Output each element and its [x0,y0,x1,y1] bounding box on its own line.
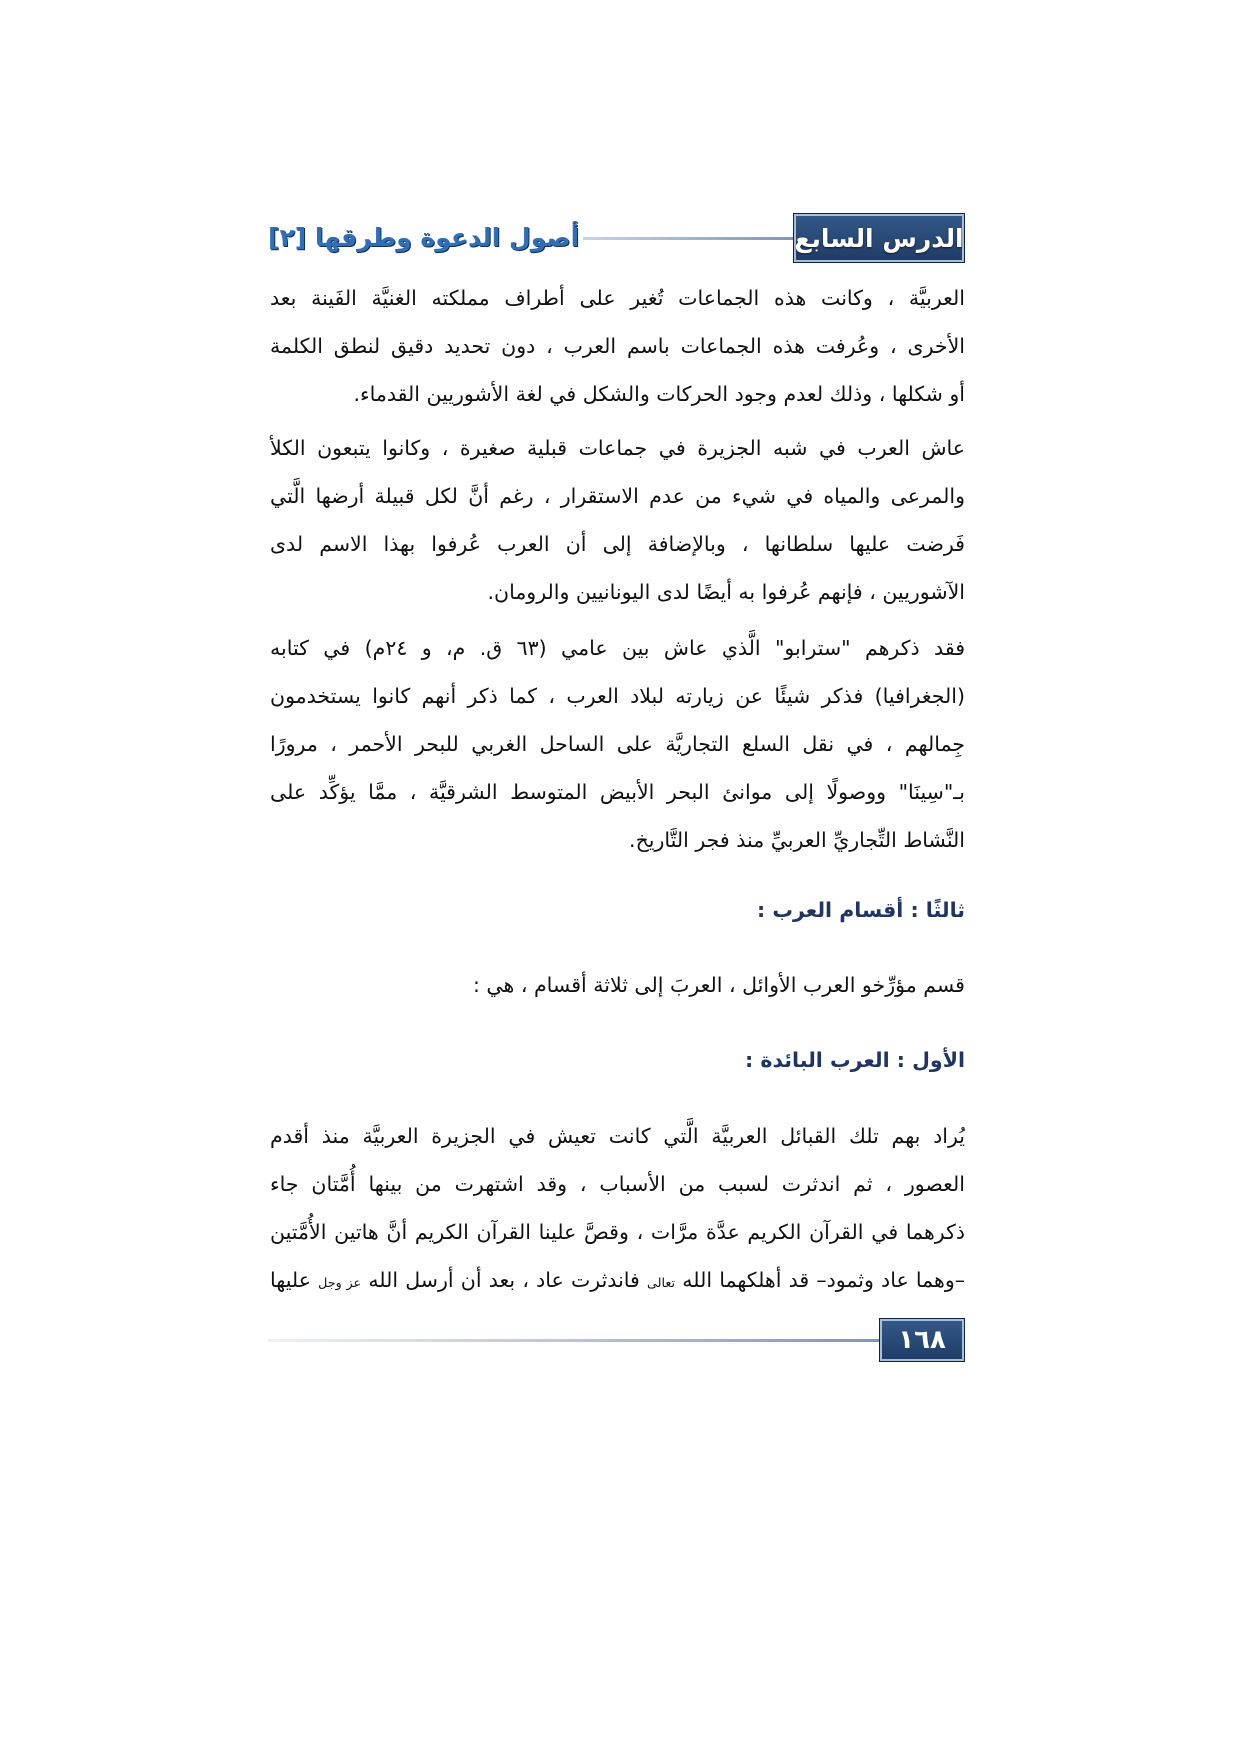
line-text: الأخرى ، وعُرفت هذه الجماعات باسم العرب ، دون تحديد دقيق لنطق الكلمة [270,334,965,358]
paragraph-line [270,816,965,864]
lesson-label: الدرس السابع [794,223,964,253]
line-text: يُراد بهم تلك القبائل العربيَّة الَّتي كانت تعيش في الجزيرة العربيَّة منذ أقدم [270,1124,965,1148]
footer-rule [268,1339,879,1342]
line-text: فقد ذكرهم "سترابو" الَّذي عاش بين عامي (٦٣ ق. م، و ٢٤م) في كتابه [270,636,966,660]
honorific-symbol: عز وجل [318,1275,362,1290]
line-segment: –وهما عاد وثمود– قد أهلكهما الله [682,1268,965,1292]
paragraph-line [270,520,965,568]
line-text: فَرضت عليها سلطانها ، وبالإضافة إلى أن العرب عُرفوا بهذا الاسم لدى [270,532,965,556]
honorific-symbol: تعالى [647,1275,676,1290]
line-text: الآشوريين ، فإنهم عُرفوا به أيضًا لدى اليونانيين والرومان. [487,580,965,604]
paragraph-line [270,1256,965,1304]
paragraph-line [270,424,965,472]
paragraph-line [270,370,965,418]
line-text: عاش العرب في شبه الجزيرة في جماعات قبلية صغيرة ، وكانوا يتبعون الكلأ [270,436,965,460]
paragraph-line [270,624,965,672]
paragraph-1 [270,274,965,418]
paragraph-line [270,1112,965,1160]
subsection-heading-text: الأول : العرب البائدة : [744,1048,965,1072]
section-intro [270,961,965,1009]
line-text [270,1268,965,1292]
line-text: والمرعى والمياه في شيء من عدم الاستقرار ، رغم أنَّ لكل قبيلة أرضها الَّتي [270,484,965,508]
page-body [270,274,965,1304]
paragraph-3 [270,624,965,864]
section-heading [270,886,965,934]
page-number-box [879,1318,965,1362]
line-text: النَّشاط التِّجاريِّ العربيِّ منذ فجر التَّاريخ. [629,828,965,852]
line-text: ذكرهما في القرآن الكريم عدَّة مرَّات ، وقصَّ علينا القرآن الكريم أنَّ هاتين الأُمَّتين [270,1220,965,1244]
paragraph-line [270,1160,965,1208]
header-rule [583,237,793,240]
paragraph-line [270,1208,965,1256]
paragraph-line [270,322,965,370]
paragraph-4 [270,1112,965,1304]
lesson-label-box [793,213,965,263]
line-text: العربيَّة ، وكانت هذه الجماعات تُغير على أطراف مملكته الغنيَّة الفَينة بعد [270,286,965,310]
line-text: بـ"سِينَا" ووصولًا إلى موانئ البحر الأبيض المتوسط الشرقيَّة ، ممَّا يؤكِّد على [270,780,965,804]
line-segment: عليها [270,1268,311,1292]
paragraph-line [270,672,965,720]
paragraph-line [270,274,965,322]
section-heading-text: ثالثًا : أقسام العرب : [757,898,965,922]
book-title: أصول الدعوة وطرقها [٢] [268,223,580,252]
line-text: (الجغرافيا) فذكر شيئًا عن زيارته لبلاد العرب ، كما ذكر أنهم كانوا يستخدمون [270,684,965,708]
line-text: جِمالهم ، في نقل السلع التجاريَّة على الساحل الغربي للبحر الأحمر ، مرورًا [270,732,965,756]
line-segment: فاندثرت عاد ، بعد أن أرسل الله [368,1268,640,1292]
page-header [268,213,965,263]
subsection-heading [270,1036,965,1084]
paragraph-line [270,568,965,616]
paragraph-line [270,472,965,520]
paragraph-2 [270,424,965,616]
line-text: أو شكلها ، وذلك لعدم وجود الحركات والشكل في لغة الأشوريين القدماء. [353,382,965,406]
page-footer [268,1318,965,1362]
paragraph-line [270,720,965,768]
paragraph-line [270,768,965,816]
line-text: العصور ، ثم اندثرت لسبب من الأسباب ، وقد اشتهرت من بينها أُمَّتان جاء [270,1172,965,1196]
section-intro-text: قسم مؤرِّخو العرب الأوائل ، العربَ إلى ثلاثة أقسام ، هي : [472,973,965,997]
page-number: ١٦٨ [898,1325,946,1355]
